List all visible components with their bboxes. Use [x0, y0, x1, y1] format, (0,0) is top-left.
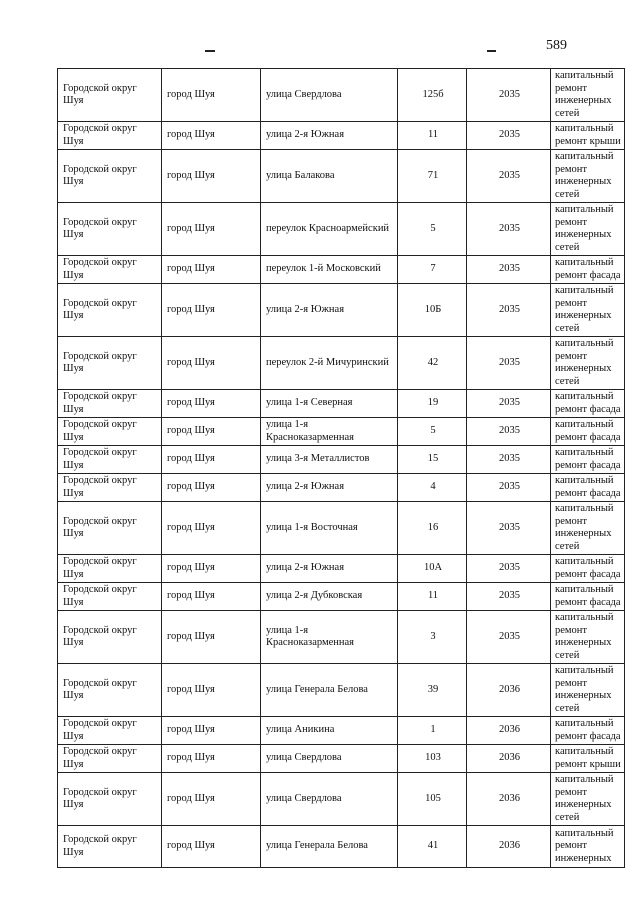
table-row [58, 122, 625, 150]
house-number-cell: 11 [398, 583, 467, 611]
year-cell: 2036 [467, 745, 551, 773]
city-cell: город Шуя [162, 826, 261, 868]
city-cell: город Шуя [162, 502, 261, 555]
table-row [58, 583, 625, 611]
year-cell: 2035 [467, 256, 551, 284]
municipality-cell: Городской округ Шуя [58, 122, 162, 150]
year-cell: 2036 [467, 664, 551, 717]
street-cell: улица 1-я Красноказарменная [261, 418, 398, 446]
house-number-cell: 16 [398, 502, 467, 555]
work-type-cell: капитальный ремонт инженерных сетей [551, 337, 625, 390]
work-type-cell: капитальный ремонт крыши [551, 745, 625, 773]
street-cell: улица Свердлова [261, 745, 398, 773]
scan-mark [487, 50, 496, 52]
house-number-cell: 39 [398, 664, 467, 717]
street-cell: переулок 1-й Московский [261, 256, 398, 284]
city-cell: город Шуя [162, 284, 261, 337]
city-cell: город Шуя [162, 69, 261, 122]
work-type-cell: капитальный ремонт инженерных сетей [551, 773, 625, 826]
city-cell: город Шуя [162, 122, 261, 150]
house-number-cell: 4 [398, 474, 467, 502]
year-cell: 2036 [467, 826, 551, 868]
municipality-cell: Городской округ Шуя [58, 203, 162, 256]
city-cell: город Шуя [162, 256, 261, 284]
year-cell: 2035 [467, 337, 551, 390]
house-number-cell: 42 [398, 337, 467, 390]
street-cell: улица Аникина [261, 717, 398, 745]
city-cell: город Шуя [162, 555, 261, 583]
municipality-cell: Городской округ Шуя [58, 284, 162, 337]
year-cell: 2036 [467, 717, 551, 745]
city-cell: город Шуя [162, 583, 261, 611]
municipality-cell: Городской округ Шуя [58, 717, 162, 745]
municipality-cell: Городской округ Шуя [58, 502, 162, 555]
work-type-cell: капитальный ремонт фасада [551, 717, 625, 745]
house-number-cell: 5 [398, 203, 467, 256]
year-cell: 2035 [467, 446, 551, 474]
work-type-cell: капитальный ремонт фасада [551, 474, 625, 502]
house-number-cell: 7 [398, 256, 467, 284]
table-row [58, 203, 625, 256]
city-cell: город Шуя [162, 474, 261, 502]
city-cell: город Шуя [162, 773, 261, 826]
street-cell: улица 1-я Красноказарменная [261, 611, 398, 664]
table-row [58, 664, 625, 717]
work-type-cell: капитальный ремонт фасада [551, 446, 625, 474]
street-cell: улица 2-я Южная [261, 284, 398, 337]
house-number-cell: 10А [398, 555, 467, 583]
table-row [58, 256, 625, 284]
year-cell: 2035 [467, 474, 551, 502]
table-row [58, 446, 625, 474]
city-cell: город Шуя [162, 337, 261, 390]
city-cell: город Шуя [162, 745, 261, 773]
city-cell: город Шуя [162, 446, 261, 474]
city-cell: город Шуя [162, 717, 261, 745]
table-row [58, 745, 625, 773]
municipality-cell: Городской округ Шуя [58, 150, 162, 203]
work-type-cell: капитальный ремонт фасада [551, 583, 625, 611]
house-number-cell: 103 [398, 745, 467, 773]
work-type-cell: капитальный ремонт инженерных сетей [551, 203, 625, 256]
house-number-cell: 11 [398, 122, 467, 150]
year-cell: 2036 [467, 773, 551, 826]
house-number-cell: 5 [398, 418, 467, 446]
street-cell: улица Генерала Белова [261, 664, 398, 717]
municipality-cell: Городской округ Шуя [58, 256, 162, 284]
year-cell: 2035 [467, 122, 551, 150]
work-type-cell: капитальный ремонт инженерных сетей [551, 664, 625, 717]
year-cell: 2035 [467, 390, 551, 418]
table-row [58, 826, 625, 868]
city-cell: город Шуя [162, 611, 261, 664]
municipality-cell: Городской округ Шуя [58, 446, 162, 474]
year-cell: 2035 [467, 583, 551, 611]
year-cell: 2035 [467, 611, 551, 664]
municipality-cell: Городской округ Шуя [58, 583, 162, 611]
municipality-cell: Городской округ Шуя [58, 773, 162, 826]
work-type-cell: капитальный ремонт инженерных сетей [551, 611, 625, 664]
work-type-cell: капитальный ремонт инженерных сетей [551, 502, 625, 555]
house-number-cell: 71 [398, 150, 467, 203]
table-row [58, 284, 625, 337]
table-row [58, 418, 625, 446]
municipality-cell: Городской округ Шуя [58, 745, 162, 773]
scan-mark [205, 50, 215, 52]
table-row [58, 611, 625, 664]
street-cell: переулок Красноармейский [261, 203, 398, 256]
street-cell: улица 3-я Металлистов [261, 446, 398, 474]
city-cell: город Шуя [162, 664, 261, 717]
work-type-cell: капитальный ремонт фасада [551, 390, 625, 418]
municipality-cell: Городской округ Шуя [58, 664, 162, 717]
work-type-cell: капитальный ремонт инженерных [551, 826, 625, 868]
street-cell: улица 1-я Северная [261, 390, 398, 418]
work-type-cell: капитальный ремонт инженерных сетей [551, 284, 625, 337]
year-cell: 2035 [467, 203, 551, 256]
municipality-cell: Городской округ Шуя [58, 611, 162, 664]
street-cell: улица Свердлова [261, 69, 398, 122]
municipality-cell: Городской округ Шуя [58, 390, 162, 418]
table-row [58, 555, 625, 583]
street-cell: улица 2-я Южная [261, 555, 398, 583]
city-cell: город Шуя [162, 150, 261, 203]
municipality-cell: Городской округ Шуя [58, 69, 162, 122]
municipality-cell: Городской округ Шуя [58, 418, 162, 446]
municipality-cell: Городской округ Шуя [58, 337, 162, 390]
year-cell: 2035 [467, 284, 551, 337]
house-number-cell: 41 [398, 826, 467, 868]
street-cell: улица Балакова [261, 150, 398, 203]
capital-repair-table [57, 68, 625, 868]
work-type-cell: капитальный ремонт крыши [551, 122, 625, 150]
year-cell: 2035 [467, 555, 551, 583]
street-cell: улица 2-я Южная [261, 122, 398, 150]
work-type-cell: капитальный ремонт фасада [551, 418, 625, 446]
table-row [58, 390, 625, 418]
street-cell: улица 2-я Дубковская [261, 583, 398, 611]
table-row [58, 717, 625, 745]
house-number-cell: 15 [398, 446, 467, 474]
house-number-cell: 10Б [398, 284, 467, 337]
table-row [58, 502, 625, 555]
house-number-cell: 125б [398, 69, 467, 122]
house-number-cell: 19 [398, 390, 467, 418]
year-cell: 2035 [467, 150, 551, 203]
page-number: 589 [546, 38, 567, 53]
table-row [58, 474, 625, 502]
house-number-cell: 105 [398, 773, 467, 826]
house-number-cell: 3 [398, 611, 467, 664]
table-row [58, 337, 625, 390]
street-cell: улица 2-я Южная [261, 474, 398, 502]
work-type-cell: капитальный ремонт инженерных сетей [551, 150, 625, 203]
work-type-cell: капитальный ремонт инженерных сетей [551, 69, 625, 122]
work-type-cell: капитальный ремонт фасада [551, 256, 625, 284]
year-cell: 2035 [467, 502, 551, 555]
year-cell: 2035 [467, 69, 551, 122]
municipality-cell: Городской округ Шуя [58, 555, 162, 583]
municipality-cell: Городской округ Шуя [58, 474, 162, 502]
city-cell: город Шуя [162, 203, 261, 256]
municipality-cell: Городской округ Шуя [58, 826, 162, 868]
house-number-cell: 1 [398, 717, 467, 745]
city-cell: город Шуя [162, 418, 261, 446]
year-cell: 2035 [467, 418, 551, 446]
street-cell: улица Свердлова [261, 773, 398, 826]
street-cell: улица 1-я Восточная [261, 502, 398, 555]
table-row [58, 69, 625, 122]
work-type-cell: капитальный ремонт фасада [551, 555, 625, 583]
table-row [58, 150, 625, 203]
street-cell: улица Генерала Белова [261, 826, 398, 868]
table-row [58, 773, 625, 826]
street-cell: переулок 2-й Мичуринский [261, 337, 398, 390]
city-cell: город Шуя [162, 390, 261, 418]
